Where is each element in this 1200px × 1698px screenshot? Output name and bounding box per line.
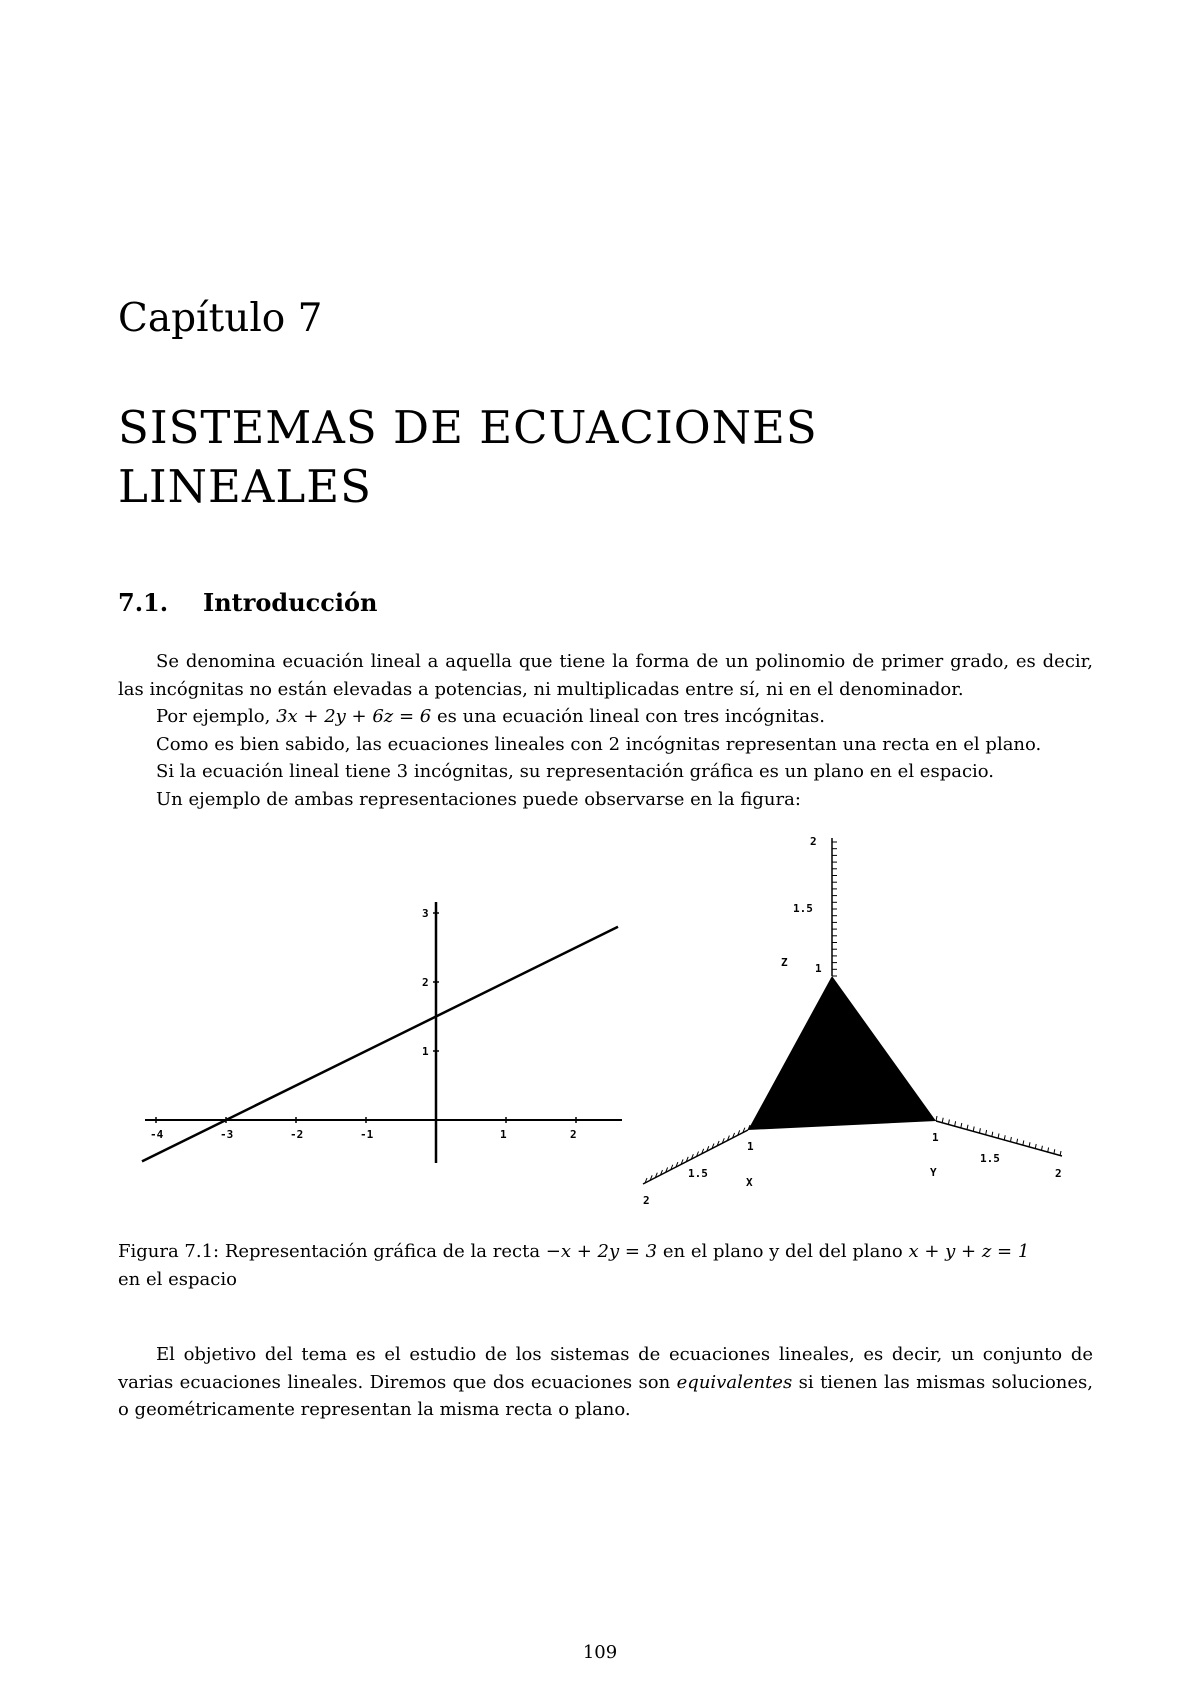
chapter-title [118,398,1118,516]
y-tick-1-3d: 1 [932,1131,939,1144]
line-series [142,927,618,1162]
z-tick-1: 1 [815,962,822,975]
page-number: 109 [582,1642,618,1663]
ticks-2d [150,907,577,1141]
intro-paragraph-3: Como es bien sabido, las ecuaciones lineales con 2 incógnitas representan una recta en el plano. [156,733,1042,755]
chapter-title-line-2: LINEALES [118,460,372,513]
figure-7-1 [0,830,1200,1210]
intro-p2-before: Por ejemplo, [156,706,277,727]
axis-3d-tick [936,1116,937,1121]
axis-3d-tick [955,1121,956,1126]
y-tick-label: 2 [422,976,429,989]
x-tick-2-3d: 2 [643,1194,650,1207]
x-tick-label: -2 [290,1128,304,1141]
caption-before: Figura 7.1: Representación gráfica de la recta [118,1241,546,1262]
plot-2d [142,902,622,1163]
intro-paragraph-5: Un ejemplo de ambas representaciones puede observarse en la figura: [156,788,801,810]
x-tick-label: 1 [500,1128,507,1141]
caption-after: en el espacio [118,1268,237,1290]
x-tick-1-3d: 1 [747,1140,754,1153]
x-tick-1-5-3d: 1.5 [688,1167,708,1180]
emphasis-equivalentes: equivalentes [676,1371,793,1393]
intro-paragraph-2 [118,703,1093,731]
z-tick-1-5: 1.5 [793,902,813,915]
axis-3d-tick [973,1127,974,1132]
conclusion-after: si tienen las mismas soluciones, o geométricamente representan la misma recta o plano. [118,1371,1093,1420]
chapter-label: Capítulo 7 [118,296,323,341]
y-tick-2-3d: 2 [1055,1167,1062,1180]
chapter-title-line-1: SISTEMAS DE ECUACIONES [118,401,818,454]
axis-3d-tick [979,1128,980,1133]
z-axis-label: Z [781,956,788,969]
x-tick-label: -3 [220,1128,234,1141]
conclusion-before: El objetivo del tema es el estudio de los sistemas de ecuaciones lineales, es decir, un conjunto de varias ecuaciones lineales. Diremos que dos ecuaciones son [118,1344,1093,1393]
intro-paragraph-1: Se denomina ecuación lineal a aquella que tiene la forma de un polinomio de primer grado, es decir, las incógnitas no están elevadas a potencias, ni multiplicadas entre sí, ni en el denominador. [118,651,1093,700]
y-axis-label-3d: Y [930,1166,937,1179]
section-number: 7.1. [118,588,169,617]
plot-3d [643,835,1062,1207]
axis-3d-tick [942,1118,943,1123]
intro-paragraph-4: Si la ecuación lineal tiene 3 incógnitas, su representación gráfica es un plano en el espacio. [156,761,995,782]
x-tick-label: 2 [570,1128,577,1141]
caption-line-equation: −x + 2y = 3 [545,1241,658,1262]
y-tick-label: 3 [422,907,429,920]
conclusion-paragraph [118,1341,1093,1424]
caption-plane-equation: x + y + z = 1 [908,1241,1030,1262]
axis-3d-tick [961,1123,962,1128]
y-tick-label: 1 [422,1045,429,1058]
axis-3d-tick [967,1125,968,1130]
caption-middle: en el plano y del del plano [657,1241,909,1262]
section-title: Introducción [203,588,378,617]
figure-caption [118,1238,1093,1293]
axis-3d-tick [948,1120,949,1125]
section-heading [118,588,377,618]
z-tick-2: 2 [810,835,817,848]
plane-triangle [748,976,936,1130]
intro-p2-after: es una ecuación lineal con tres incógnitas. [431,706,825,727]
figure-graphics [0,830,1200,1210]
y-tick-1-5-3d: 1.5 [980,1152,1000,1165]
x-tick-label: -4 [150,1128,164,1141]
example-equation: 3x + 2y + 6z = 6 [276,706,432,727]
x-axis-label-3d: X [746,1176,753,1189]
x-tick-label: -1 [360,1128,374,1141]
